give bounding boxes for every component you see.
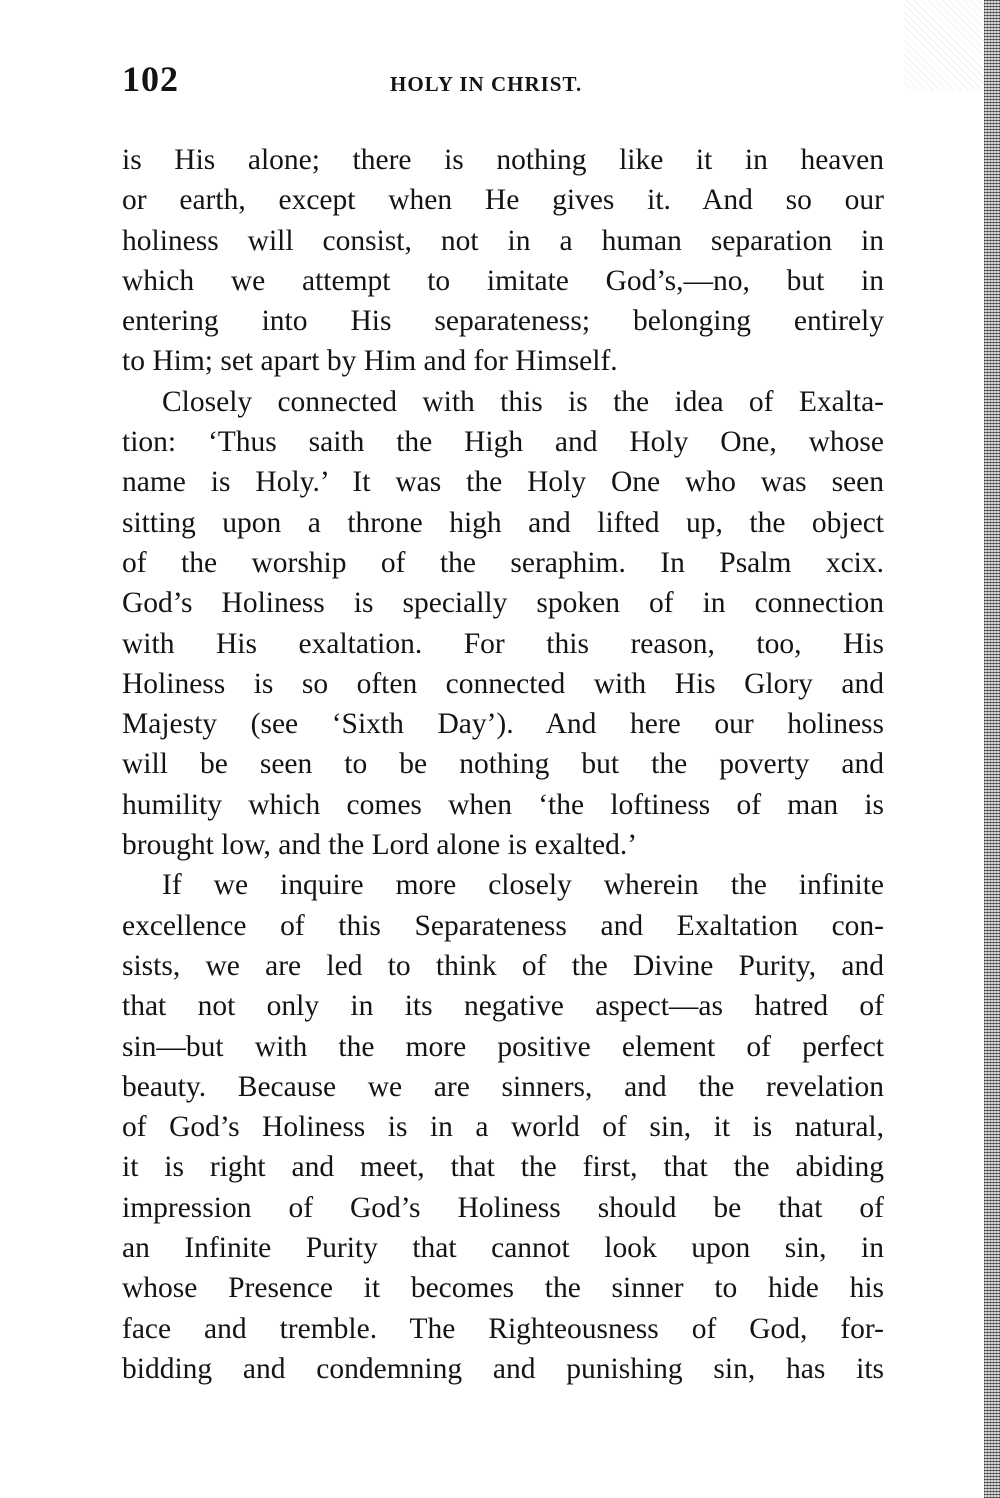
text-line: God’s Holiness is specially spoken of in connection <box>122 587 884 620</box>
text-line: sitting upon a throne high and lifted up, the object <box>122 506 884 539</box>
text-line: holiness will consist, not in a human separation in <box>122 224 884 257</box>
text-line: an Infinite Purity that cannot look upon sin, in <box>122 1232 884 1265</box>
text-line: name is Holy.’ It was the Holy One who was seen <box>122 466 884 499</box>
text-line: whose Presence it becomes the sinner to hide his <box>122 1272 884 1305</box>
text-line: bidding and condemning and punishing sin, has its <box>122 1352 884 1385</box>
text-line: excellence of this Separateness and Exaltation con- <box>122 909 884 942</box>
text-line: Closely connected with this is the idea of Exalta- <box>162 385 884 418</box>
text-line: impression of God’s Holiness should be that of <box>122 1191 884 1224</box>
body-text <box>122 140 884 1389</box>
text-line: sin—but with the more positive element of perfect <box>122 1030 884 1063</box>
text-line: to Him; set apart by Him and for Himself. <box>122 345 618 378</box>
page-number: 102 <box>122 59 179 99</box>
running-title: HOLY IN CHRIST. <box>390 72 583 96</box>
text-line: which we attempt to imitate God’s,—no, but in <box>122 264 884 297</box>
running-head <box>122 58 892 108</box>
text-line: of God’s Holiness is in a world of sin, it is natural, <box>122 1111 884 1144</box>
text-line: Majesty (see ‘Sixth Day’). And here our holiness <box>122 708 884 741</box>
text-line: of the worship of the seraphim. In Psalm xcix. <box>122 546 884 579</box>
text-line: sists, we are led to think of the Divine Purity, and <box>122 949 884 982</box>
text-line: Holiness is so often connected with His Glory and <box>122 667 884 700</box>
text-line: If we inquire more closely wherein the infinite <box>162 869 884 902</box>
text-line: is His alone; there is nothing like it in heaven <box>122 144 884 176</box>
text-line: or earth, except when He gives it. And so our <box>122 184 884 217</box>
text-line: brought low, and the Lord alone is exalted.’ <box>122 829 638 862</box>
text-line: that not only in its negative aspect—as hatred of <box>122 990 884 1023</box>
page-edge <box>984 0 1000 1498</box>
text-line: beauty. Because we are sinners, and the revelation <box>122 1070 884 1103</box>
text-line: face and tremble. The Righteousness of God, for- <box>122 1312 884 1345</box>
text-line: will be seen to be nothing but the poverty and <box>122 748 884 781</box>
text-line: humility which comes when ‘the loftiness of man is <box>122 788 884 821</box>
page-corner-speckle <box>904 0 984 90</box>
text-line: tion: ‘Thus saith the High and Holy One, whose <box>122 426 884 459</box>
text-line: it is right and meet, that the first, that the abiding <box>122 1151 884 1184</box>
text-line: with His exaltation. For this reason, too, His <box>122 627 884 660</box>
text-line: entering into His separateness; belonging entirely <box>122 305 884 338</box>
